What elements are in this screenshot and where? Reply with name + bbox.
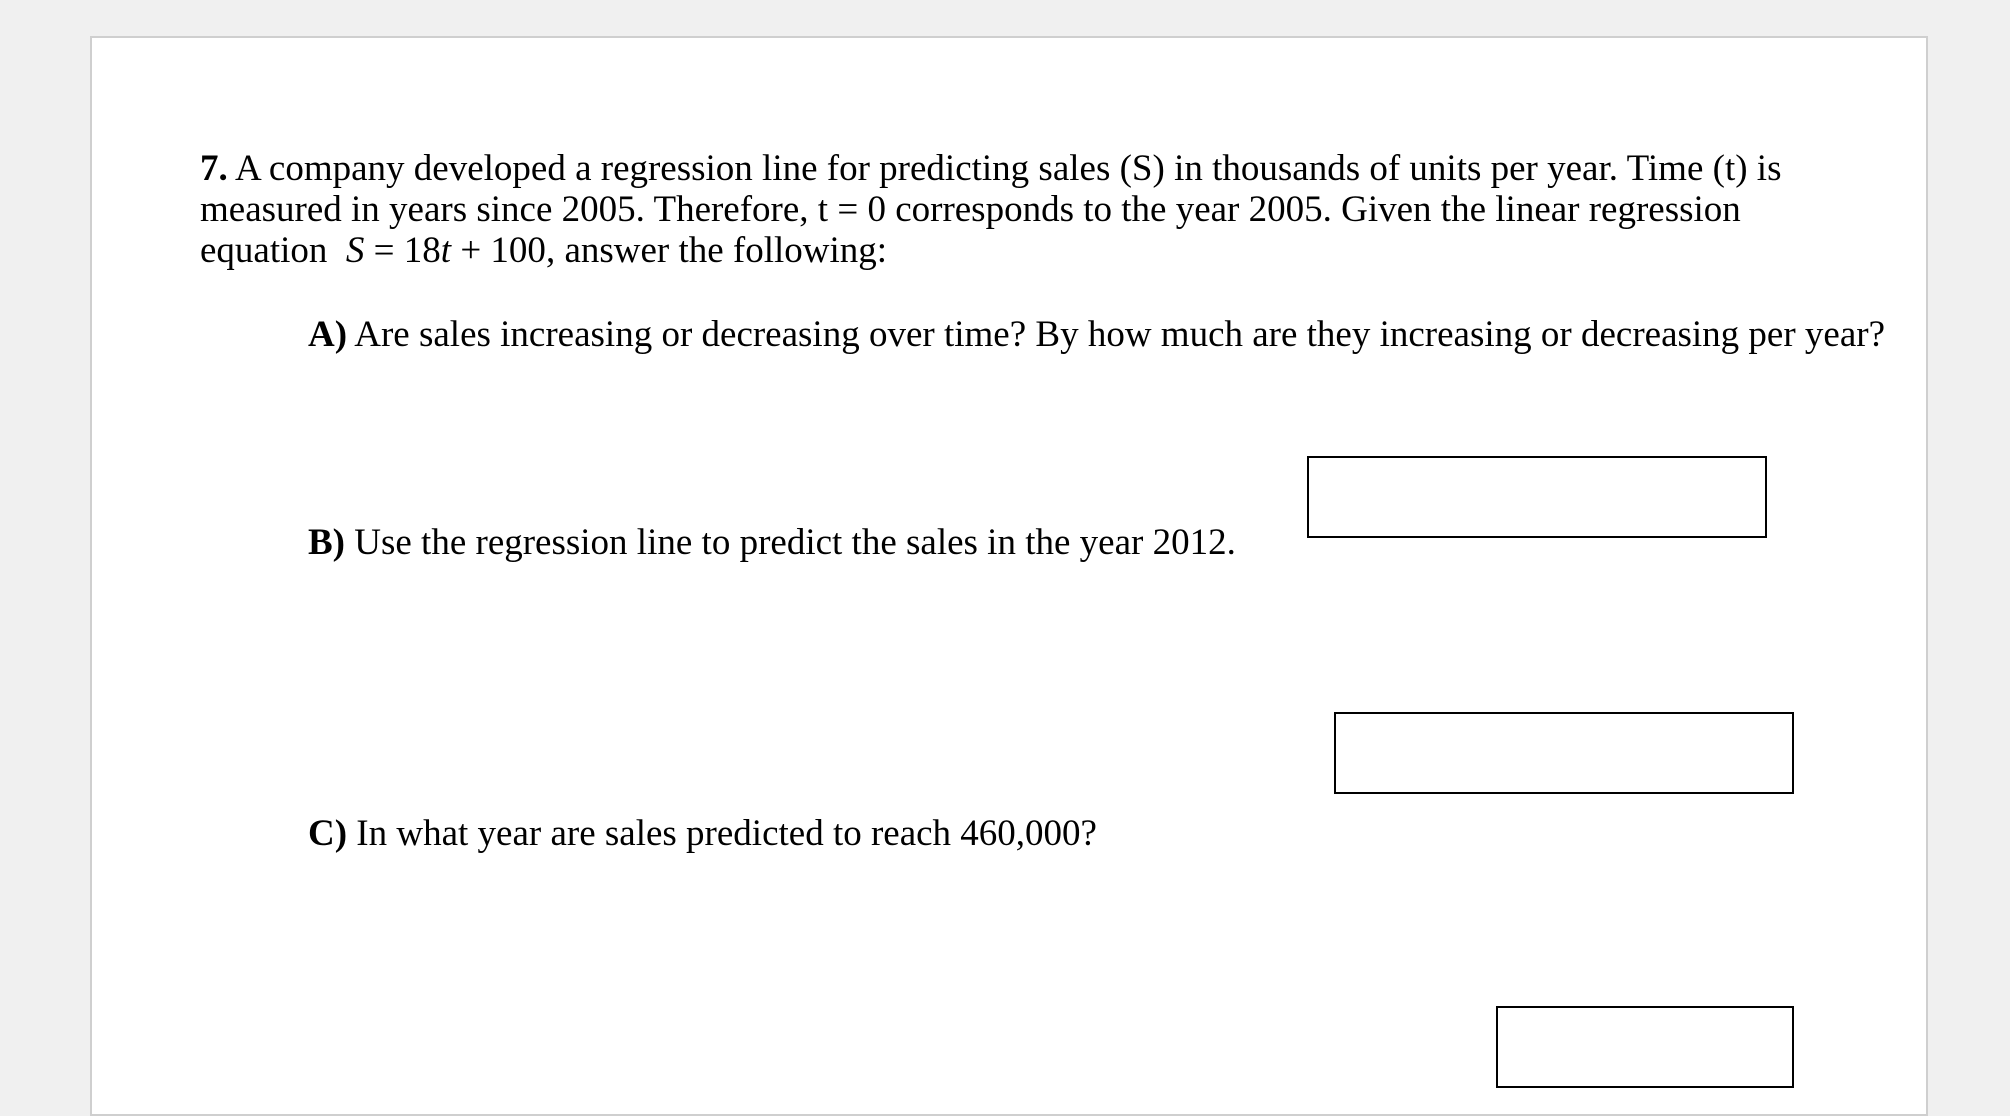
equation-variable: t <box>440 230 452 271</box>
question-a-label: A) <box>308 314 348 355</box>
question-b-text: Use the regression line to predict the sales in the year 2012. <box>354 522 1236 563</box>
problem-text-line-3-suffix: , answer the following: <box>545 230 888 271</box>
equation-coefficient: 18 <box>403 230 441 271</box>
answer-box-a[interactable] <box>1307 456 1767 538</box>
question-c-text: In what year are sales predicted to reach 460,000? <box>356 813 1097 854</box>
problem-number: 7. <box>200 148 228 189</box>
answer-box-c[interactable] <box>1496 1006 1794 1088</box>
problem-text-line-1: A company developed a regression line for predicting sales (S) in thousands of units per year. Time (t) is <box>234 148 1782 189</box>
question-a <box>308 314 1888 355</box>
answer-box-b[interactable] <box>1334 712 1794 794</box>
equation-equals: = <box>364 230 404 271</box>
problem-line-2 <box>200 189 1900 230</box>
question-b <box>308 522 1308 563</box>
equation-rest: + 100 <box>451 230 546 271</box>
problem-line-3 <box>200 230 1900 271</box>
regression-equation <box>346 230 546 271</box>
question-c-label: C) <box>308 813 348 854</box>
problem-text-line-3-prefix: equation <box>200 230 328 271</box>
question-c <box>308 813 1308 854</box>
problem-text-line-2: measured in years since 2005. Therefore, t = 0 corresponds to the year 2005. Given the linear regression <box>200 189 1741 230</box>
question-b-label: B) <box>308 522 345 563</box>
equation-lhs: S <box>345 230 365 271</box>
question-a-text: Are sales increasing or decreasing over time? By how much are they increasing or decreasing per year? <box>354 314 1885 355</box>
problem-statement <box>200 148 1900 271</box>
problem-line-1 <box>200 148 1900 189</box>
worksheet-page <box>90 36 1928 1116</box>
